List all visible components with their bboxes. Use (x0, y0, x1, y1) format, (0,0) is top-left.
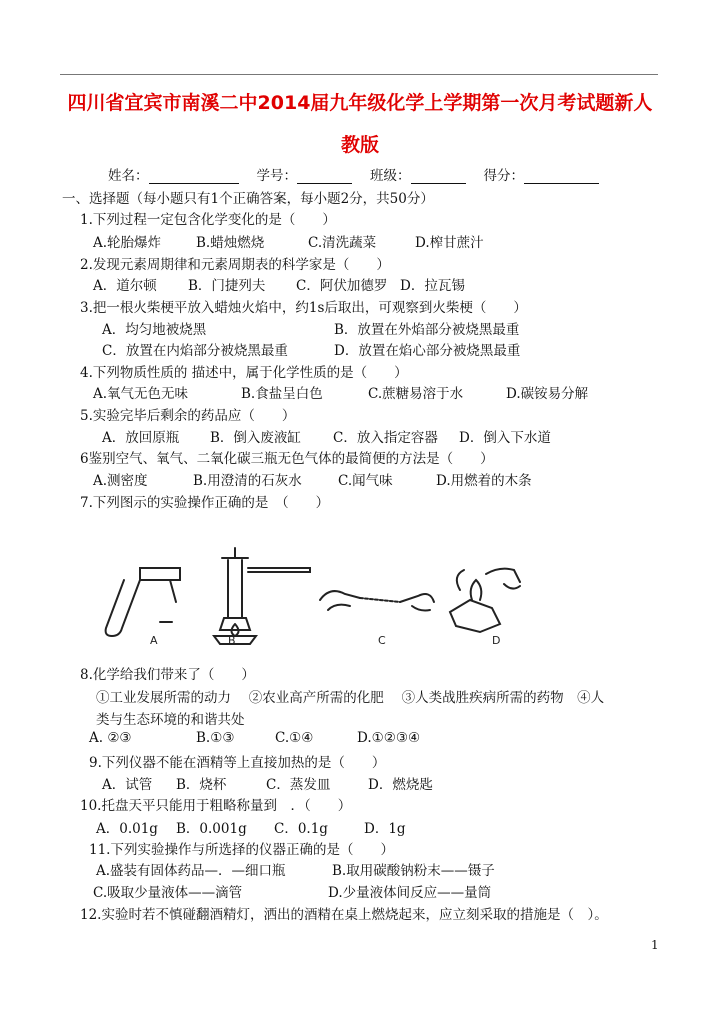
id-label: 学号： (256, 168, 297, 184)
option[interactable]: A．道尔顿 (93, 278, 157, 294)
question-6-stem: 6鉴别空气、氧气、二氧化碳三瓶无色气体的最简便的方法是（ ） (80, 451, 494, 467)
name-blank[interactable] (149, 169, 239, 184)
option[interactable]: D.用燃着的木条 (436, 473, 532, 489)
question-9-stem: 9.下列仪器不能在酒精等上直接加热的是（ ） (89, 755, 386, 771)
option[interactable]: A.氧气无色无味 (93, 386, 189, 402)
option[interactable]: C.闻气味 (338, 473, 393, 489)
figure-label-d: D (492, 634, 501, 647)
figure-label-b: B (228, 634, 236, 647)
header-rule (60, 74, 658, 75)
option[interactable]: C.吸取少量液体——滴管 (93, 885, 243, 901)
option[interactable]: A．试管 (102, 777, 153, 793)
option[interactable]: B．0.001g (176, 821, 247, 837)
question-5-stem: 5.实验完毕后剩余的药品应（ ） (80, 408, 296, 424)
question-7-stem: 7.下列图示的实验操作正确的是 （ ） (80, 495, 330, 511)
option[interactable]: D．1g (364, 821, 406, 837)
id-blank[interactable] (297, 169, 352, 184)
option[interactable]: D．拉瓦锡 (400, 278, 465, 294)
option[interactable]: B.用澄清的石灰水 (193, 473, 302, 489)
option[interactable]: C．蒸发皿 (266, 777, 331, 793)
question-8-items-line2: 类与生态环境的和谐共处 (96, 712, 245, 728)
page-title-line2: 教版 (340, 134, 379, 156)
illustration-b (214, 548, 310, 644)
figure-label-c: C (378, 634, 386, 647)
experiment-figure (100, 540, 560, 650)
option[interactable]: D.①②③④ (357, 730, 421, 746)
option[interactable]: D．放置在焰心部分被烧黑最重 (334, 343, 521, 359)
option[interactable]: C．放入指定容器 (333, 430, 438, 446)
option[interactable]: A．0.01g (96, 821, 158, 837)
option[interactable]: D.榨甘蔗汁 (415, 235, 484, 251)
question-1-stem: 1.下列过程一定包含化学变化的是（ ） (80, 212, 336, 228)
option[interactable]: A．放回原瓶 (102, 430, 180, 446)
option[interactable]: A．均匀地被烧黑 (102, 322, 207, 338)
question-11-stem: 11.下列实验操作与所选择的仪器正确的是（ ） (89, 842, 394, 858)
page-title-line1: 四川省宜宾市南溪二中2014届九年级化学上学期第一次月考试题新人 (67, 92, 653, 114)
figure-label-a: A (150, 634, 158, 647)
question-10-stem: 10.托盘天平只能用于粗略称量到 ．（ ） (80, 798, 352, 814)
option[interactable]: C．阿伏加德罗 (296, 278, 388, 294)
option[interactable]: C.①④ (275, 730, 314, 746)
option[interactable]: B．倒入废液缸 (210, 430, 301, 446)
option[interactable]: D．燃烧匙 (368, 777, 433, 793)
option[interactable]: A. ②③ (89, 730, 132, 746)
lab-operations-illustration (100, 540, 560, 650)
page-number: 1 (651, 938, 659, 952)
illustration-a (106, 568, 180, 636)
option[interactable]: D．倒入下水道 (459, 430, 551, 446)
option[interactable]: C．0.1g (274, 821, 328, 837)
question-4-stem: 4.下列物质性质的 描述中，属于化学性质的是（ ） (80, 365, 408, 381)
illustration-d (450, 569, 520, 632)
question-8-items-line1: ①工业发展所需的动力 ②农业高产所需的化肥 ③人类战胜疾病所需的药物 ④人 (96, 690, 605, 706)
score-label: 得分： (483, 168, 524, 184)
name-label: 姓名： (108, 168, 149, 184)
illustration-c (320, 591, 434, 610)
option[interactable]: B.取用碳酸钠粉末——镊子 (332, 863, 495, 879)
option[interactable]: C.清洗蔬菜 (308, 235, 377, 251)
option[interactable]: A.轮胎爆炸 (93, 235, 162, 251)
score-blank[interactable] (524, 169, 599, 184)
option[interactable]: B．烧杯 (176, 777, 227, 793)
class-label: 班级： (370, 168, 411, 184)
option[interactable]: D.碳铵易分解 (506, 386, 589, 402)
option[interactable]: D.少量液体间反应——量筒 (328, 885, 492, 901)
section-heading: 一、选择题（每小题只有1个正确答案，每小题2分，共50分） (62, 191, 434, 207)
option[interactable]: B.蜡烛燃烧 (196, 235, 265, 251)
option[interactable]: A.测密度 (93, 473, 148, 489)
class-blank[interactable] (411, 169, 466, 184)
question-12-stem: 12.实验时若不慎碰翻酒精灯，洒出的酒精在桌上燃烧起来，应立刻采取的措施是（ ）。 (80, 907, 608, 923)
option[interactable]: C．放置在内焰部分被烧黑最重 (102, 343, 288, 359)
option[interactable]: B.食盐呈白色 (241, 386, 323, 402)
question-3-stem: 3.把一根火柴梗平放入蜡烛火焰中，约1s后取出，可观察到火柴梗（ ） (80, 300, 527, 316)
option[interactable]: B．放置在外焰部分被烧黑最重 (334, 322, 520, 338)
question-2-stem: 2.发现元素周期律和元素周期表的科学家是（ ） (80, 257, 390, 273)
question-8-stem: 8.化学给我们带来了（ ） (80, 667, 255, 683)
option[interactable]: B．门捷列夫 (188, 278, 266, 294)
student-info (108, 164, 628, 184)
option[interactable]: C.蔗糖易溶于水 (368, 386, 464, 402)
option[interactable]: A.盛装有固体药品—．—细口瓶 (96, 863, 286, 879)
option[interactable]: B.①③ (196, 730, 235, 746)
